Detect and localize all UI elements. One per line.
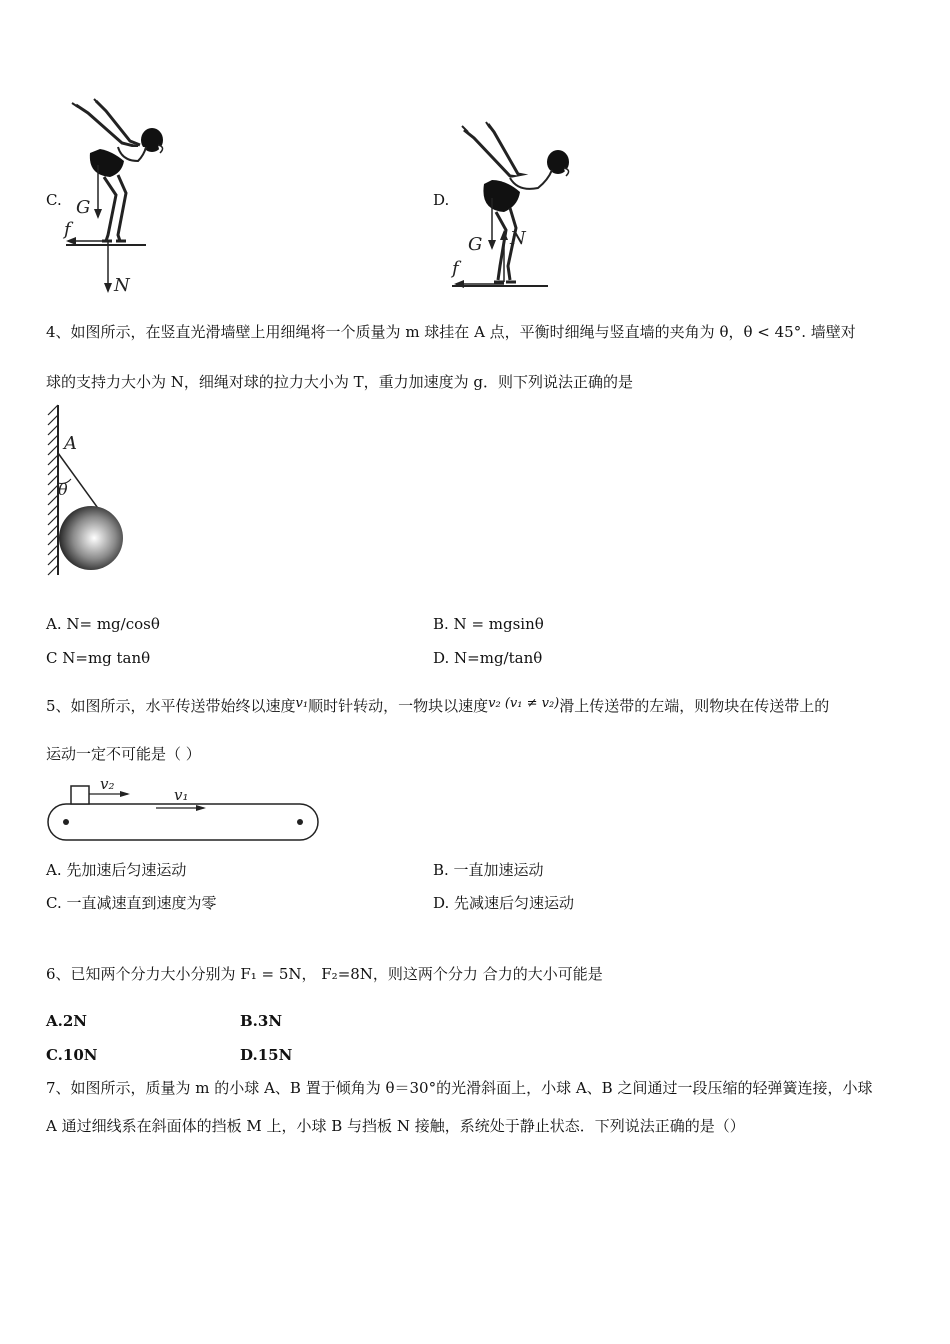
- q6-option-c[interactable]: C.10N: [46, 1046, 98, 1064]
- q6-stem: 6、已知两个分力大小分别为 F₁ = 5N， F₂=8N，则这两个分力 合力的大小可能是: [46, 965, 603, 983]
- force-label-g: G: [76, 197, 91, 218]
- q5-stem-v2-expr: v₂ (v₁ ≠ v₂): [488, 696, 560, 711]
- q4-option-c[interactable]: C N=mg tanθ: [46, 649, 151, 667]
- angle-theta-label: θ: [58, 480, 68, 499]
- q5-option-d[interactable]: D. 先减速后匀速运动: [433, 894, 575, 912]
- belt-label-v2: v₂: [100, 775, 115, 793]
- q7-stem-line2: A 通过细线系在斜面体的挡板 M 上，小球 B 与挡板 N 接触，系统处于静止状态．下列说法正确的是（）: [46, 1117, 745, 1135]
- force-label-g: G: [468, 234, 483, 255]
- q5-stem-line1: [46, 694, 829, 716]
- q5-stem-line2: 运动一定不可能是（ ）: [46, 745, 201, 763]
- q7-stem-line1: 7、如图所示，质量为 m 的小球 A、B 置于倾角为 θ＝30°的光滑斜面上，小球 A、B 之间通过一段压缩的轻弹簧连接，小球: [46, 1079, 873, 1097]
- q5-option-b[interactable]: B. 一直加速运动: [433, 861, 544, 879]
- q5-stem-part2: 顺时针转动，一物块以速度: [308, 697, 489, 715]
- point-a-label: A: [64, 433, 77, 454]
- belt-label-v1: v₁: [174, 786, 189, 804]
- diver-figure-d: [448, 118, 578, 293]
- q4-stem-line2: 球的支持力大小为 N，细绳对球的拉力大小为 T，重力加速度为 g．则下列说法正确的是: [46, 373, 634, 391]
- option-d-label[interactable]: D.: [433, 191, 450, 209]
- q6-option-d[interactable]: D.15N: [240, 1046, 293, 1064]
- q5-option-a[interactable]: A. 先加速后匀速运动: [46, 861, 187, 879]
- force-label-n: N: [510, 228, 526, 249]
- option-c-label[interactable]: C.: [46, 191, 62, 209]
- wall-ball-figure: [44, 405, 134, 575]
- q4-option-b[interactable]: B. N = mgsinθ: [433, 615, 544, 633]
- force-label-n: N: [114, 275, 130, 296]
- q5-stem-part3: 滑上传送带的左端，则物块在传送带上的: [559, 697, 830, 715]
- q4-stem-line1: 4、如图所示，在竖直光滑墙壁上用细绳将一个质量为 m 球挂在 A 点，平衡时细绳与竖直墙的夹角为 θ，θ < 45°. 墙壁对: [46, 323, 856, 341]
- q6-option-b[interactable]: B.3N: [240, 1012, 283, 1030]
- q4-option-a[interactable]: A. N= mg/cosθ: [46, 615, 160, 633]
- conveyor-belt-figure: [44, 776, 324, 844]
- q4-option-d[interactable]: D. N=mg/tanθ: [433, 649, 543, 667]
- force-label-f: f: [452, 258, 459, 279]
- q5-option-c[interactable]: C. 一直减速直到速度为零: [46, 894, 217, 912]
- force-label-f: f: [64, 219, 71, 240]
- q5-stem-v1: v₁: [295, 696, 309, 711]
- q6-option-a[interactable]: A.2N: [46, 1012, 88, 1030]
- diver-figure-c: [60, 95, 190, 300]
- q5-stem-part1: 5、如图所示，水平传送带始终以速度: [46, 697, 296, 715]
